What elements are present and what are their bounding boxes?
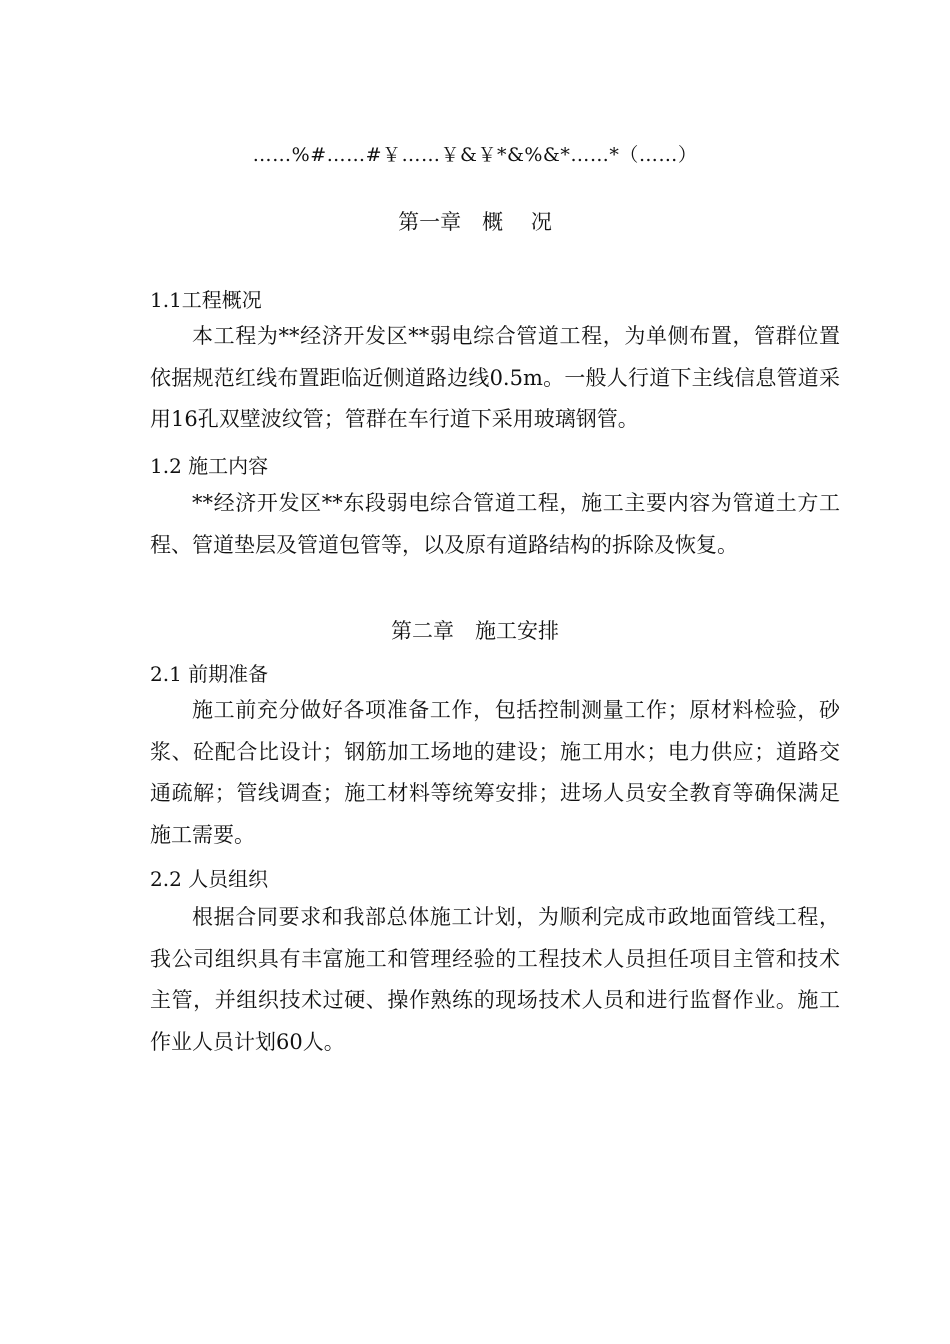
section-2-1-heading: 2.1 前期准备 [150, 662, 269, 686]
document-header: ……%#……#￥……￥&￥*&%&*……*（……） [252, 144, 698, 166]
section-2-2-paragraph: 根据合同要求和我部总体施工计划，为顺利完成市政地面管线工程，我公司组织具有丰富施工和管理经验的工程技术人员担任项目主管和技术主管，并组织技术过硬、操作熟练的现场技术人员和进行监督作业。施工作业人员计划60人。 [150, 905, 840, 1054]
section-1-2-paragraph: **经济开发区**东段弱电综合管道工程，施工主要内容为管道土方工程、管道垫层及管道包管等，以及原有道路结构的拆除及恢复。 [150, 491, 840, 557]
section-2-1-paragraph: 施工前充分做好各项准备工作，包括控制测量工作；原材料检验，砂浆、砼配合比设计；钢筋加工场地的建设；施工用水；电力供应；道路交通疏解；管线调查；施工材料等统筹安排；进场人员安全教育等确保满足施工需要。 [150, 698, 840, 847]
section-1-1-heading: 1.1工程概况 [150, 288, 262, 312]
section-2-2-heading: 2.2 人员组织 [150, 867, 269, 891]
section-1-1-paragraph: 本工程为**经济开发区**弱电综合管道工程，为单侧布置，管群位置依据规范红线布置距临近侧道路边线0.5m。一般人行道下主线信息管道采用16孔双壁波纹管；管群在车行道下采用玻璃钢管。 [150, 324, 840, 431]
section-1-2-heading: 1.2 施工内容 [150, 454, 269, 478]
chapter-2-title: 第二章 施工安排 [391, 619, 559, 643]
chapter-1-title: 第一章 概 况 [398, 210, 552, 234]
